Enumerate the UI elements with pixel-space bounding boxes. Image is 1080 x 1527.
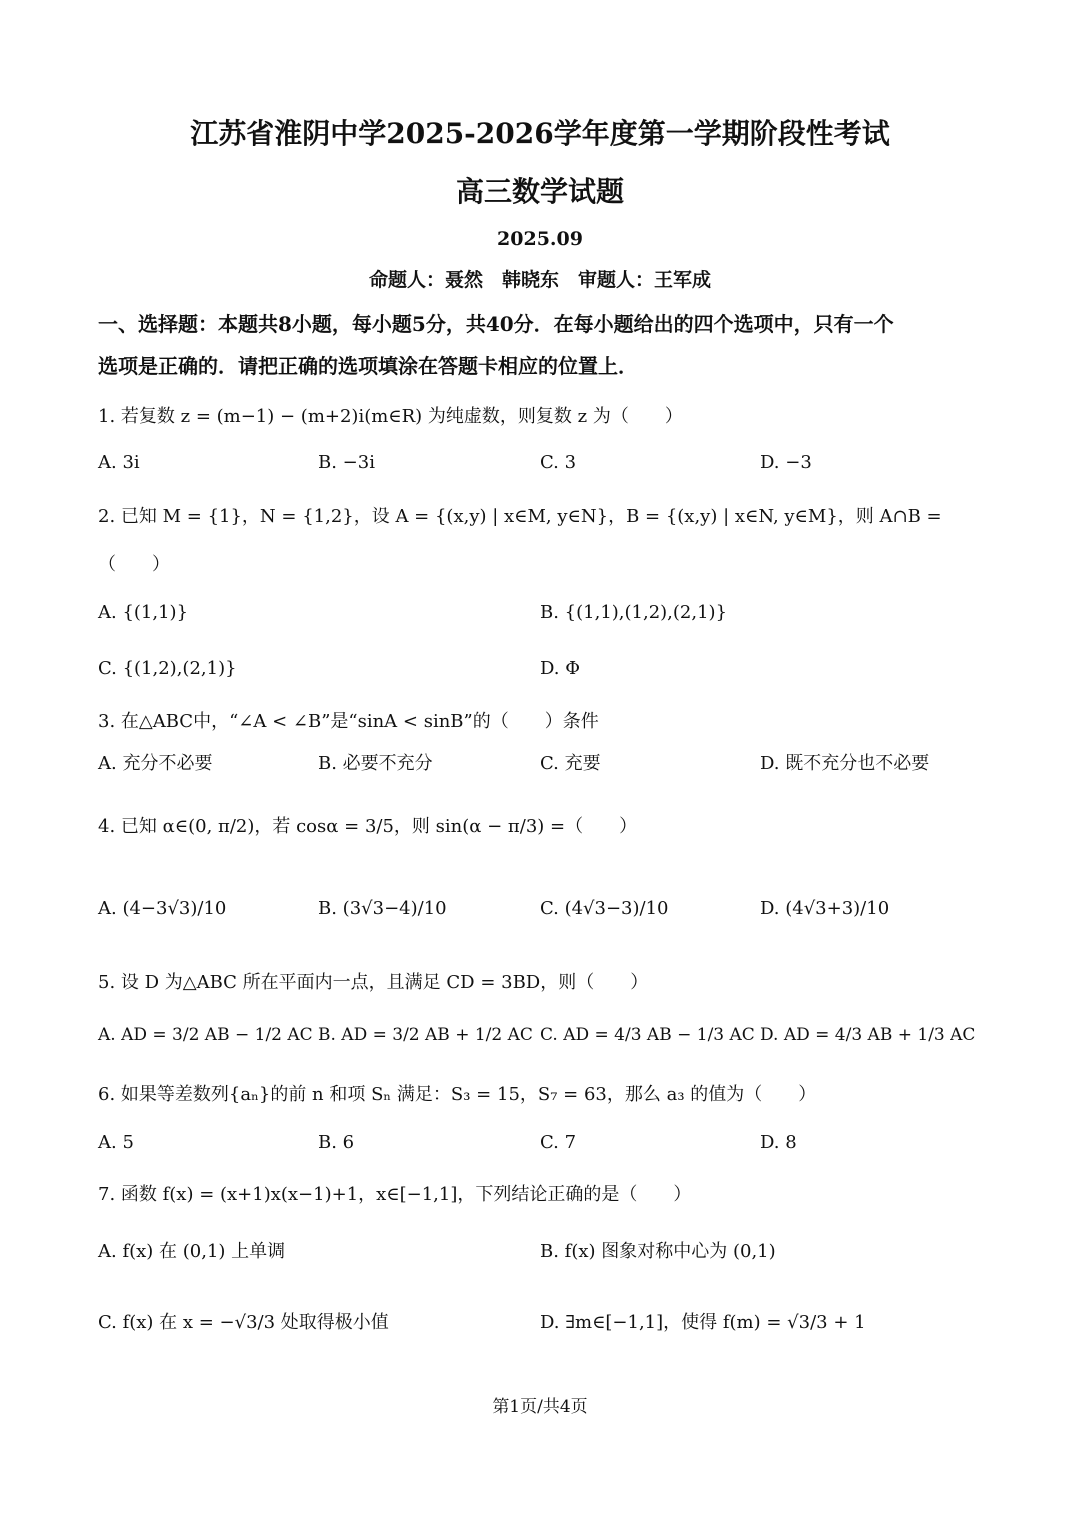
q2-option-a: A. {(1,1)} xyxy=(98,602,189,623)
q3-option-d: D. 既不充分也不必要 xyxy=(760,753,930,774)
question-7-stem: 7. 函数 f(x) = (x+1)x(x−1)+1，x∈[−1,1]，下列结论正确的是（ ） xyxy=(98,1184,692,1205)
q1-option-d: D. −3 xyxy=(760,452,812,473)
q7-option-c: C. f(x) 在 x = −√3/3 处取得极小值 xyxy=(98,1312,389,1333)
question-5-stem: 5. 设 D 为△ABC 所在平面内一点，且满足 CD = 3BD，则（ ） xyxy=(98,972,649,993)
q4-option-a: A. (4−3√3)/10 xyxy=(98,898,227,919)
q4-option-d: D. (4√3+3)/10 xyxy=(760,898,890,919)
question-2-stem: 2. 已知 M = {1}，N = {1,2}，设 A = {(x,y) | x∈M, y∈N}，B = {(x,y) | x∈N, y∈M}，则 A∩B = xyxy=(98,506,942,527)
exam-title: 江苏省淮阴中学2025-2026学年度第一学期阶段性考试 xyxy=(190,117,890,150)
q7-option-d: D. ∃m∈[−1,1]，使得 f(m) = √3/3 + 1 xyxy=(540,1312,866,1333)
q6-option-c: C. 7 xyxy=(540,1132,577,1153)
question-6-stem: 6. 如果等差数列{aₙ}的前 n 和项 Sₙ 满足：S₃ = 15，S₇ = 63，那么 a₃ 的值为（ ） xyxy=(98,1084,817,1105)
question-1-stem: 1. 若复数 z = (m−1) − (m+2)i(m∈R) 为纯虚数，则复数 z 为（ ） xyxy=(98,406,683,427)
page-footer: 第1页/共4页 xyxy=(492,1397,588,1417)
exam-date: 2025.09 xyxy=(497,228,583,250)
q4-option-c: C. (4√3−3)/10 xyxy=(540,898,669,919)
q5-option-d: D. AD = 4/3 AB + 1/3 AC xyxy=(760,1025,976,1045)
q7-option-b: B. f(x) 图象对称中心为 (0,1) xyxy=(540,1241,776,1262)
question-2-stem-cont: （ ） xyxy=(98,554,170,575)
q2-option-b: B. {(1,1),(1,2),(2,1)} xyxy=(540,602,728,623)
question-3-stem: 3. 在△ABC中，“∠A < ∠B”是“sinA < sinB”的（ ）条件 xyxy=(98,711,599,732)
q5-option-a: A. AD = 3/2 AB − 1/2 AC xyxy=(98,1025,313,1045)
q1-option-b: B. −3i xyxy=(318,452,375,473)
exam-subtitle: 高三数学试题 xyxy=(455,175,624,208)
q5-option-b: B. AD = 3/2 AB + 1/2 AC xyxy=(318,1025,533,1045)
q6-option-b: B. 6 xyxy=(318,1132,355,1153)
q3-option-c: C. 充要 xyxy=(540,753,601,774)
q1-option-c: C. 3 xyxy=(540,452,577,473)
q4-option-b: B. (3√3−4)/10 xyxy=(318,898,447,919)
q3-option-b: B. 必要不充分 xyxy=(318,753,433,774)
q3-option-a: A. 充分不必要 xyxy=(98,753,213,774)
q5-option-c: C. AD = 4/3 AB − 1/3 AC xyxy=(540,1025,755,1045)
section-heading-line1: 一、选择题：本题共8小题，每小题5分，共40分．在每小题给出的四个选项中，只有一个 xyxy=(98,312,894,336)
q6-option-d: D. 8 xyxy=(760,1132,797,1153)
question-4-stem: 4. 已知 α∈(0, π/2)，若 cosα = 3/5，则 sin(α − π/3) =（ ） xyxy=(98,816,638,837)
q1-option-a: A. 3i xyxy=(98,452,140,473)
q2-option-c: C. {(1,2),(2,1)} xyxy=(98,658,237,679)
q2-option-d: D. Φ xyxy=(540,658,580,679)
q6-option-a: A. 5 xyxy=(98,1132,134,1153)
section-heading-line2: 选项是正确的．请把正确的选项填涂在答题卡相应的位置上． xyxy=(98,354,638,378)
exam-authors: 命题人：聂然 韩晓东 审题人：王军成 xyxy=(368,269,711,291)
q7-option-a: A. f(x) 在 (0,1) 上单调 xyxy=(98,1241,286,1262)
